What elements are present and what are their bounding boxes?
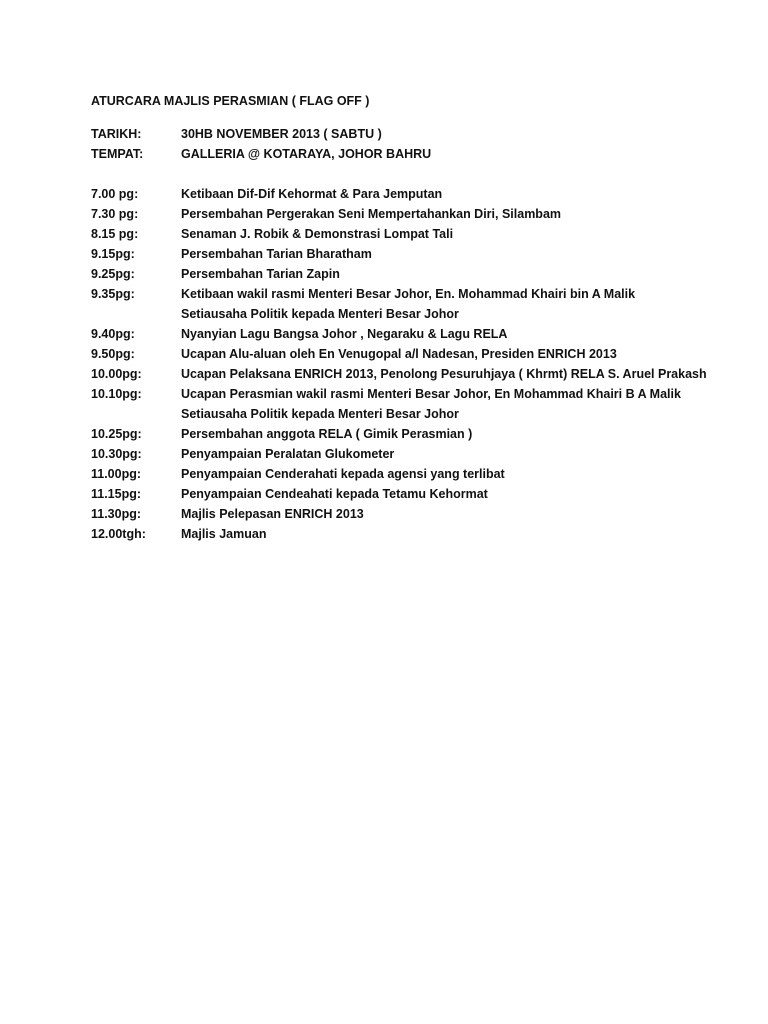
tempat-value: GALLERIA @ KOTARAYA, JOHOR BAHRU	[181, 147, 432, 161]
schedule-desc: Nyanyian Lagu Bangsa Johor , Negaraku & Lagu RELA	[181, 327, 508, 341]
schedule-desc: Penyampaian Peralatan Glukometer	[181, 447, 395, 461]
schedule-desc: Ketibaan wakil rasmi Menteri Besar Johor, En. Mohammad Khairi bin A Malik	[181, 287, 636, 301]
schedule-time: 7.00 pg:	[91, 187, 139, 201]
schedule-desc: Persembahan Tarian Zapin	[181, 267, 340, 281]
schedule-desc: Persembahan Tarian Bharatham	[181, 247, 372, 261]
schedule-desc: Majlis Pelepasan ENRICH 2013	[181, 507, 364, 521]
schedule-desc: Senaman J. Robik & Demonstrasi Lompat Tali	[181, 227, 454, 241]
schedule-desc: Ucapan Alu-aluan oleh En Venugopal a/l Nadesan, Presiden ENRICH 2013	[181, 347, 617, 361]
schedule-time: 11.00pg:	[91, 467, 142, 481]
schedule-time: 9.50pg:	[91, 347, 135, 361]
schedule-time: 9.40pg:	[91, 327, 135, 341]
document-title: ATURCARA MAJLIS PERASMIAN ( FLAG OFF )	[91, 94, 370, 108]
schedule-time: 9.25pg:	[91, 267, 135, 281]
schedule-desc: Persembahan Pergerakan Seni Mempertahankan Diri, Silambam	[181, 207, 562, 221]
schedule-desc: Persembahan anggota RELA ( Gimik Perasmian )	[181, 427, 473, 441]
schedule-desc: Ucapan Perasmian wakil rasmi Menteri Besar Johor, En Mohammad Khairi B A Malik	[181, 387, 681, 401]
schedule-desc: Ucapan Pelaksana ENRICH 2013, Penolong Pesuruhjaya ( Khrmt) RELA S. Aruel Prakash	[181, 367, 707, 381]
schedule-continuation: Setiausaha Politik kepada Menteri Besar Johor	[181, 407, 459, 421]
schedule-time: 12.00tgh:	[91, 527, 146, 541]
schedule-time: 10.10pg:	[91, 387, 142, 401]
schedule-time: 7.30 pg:	[91, 207, 139, 221]
schedule-time: 10.00pg:	[91, 367, 142, 381]
schedule-time: 10.25pg:	[91, 427, 142, 441]
schedule-time: 9.15pg:	[91, 247, 135, 261]
tarikh-label: TARIKH:	[91, 127, 142, 141]
schedule-desc: Majlis Jamuan	[181, 527, 267, 541]
schedule-time: 11.15pg:	[91, 487, 142, 501]
tempat-label: TEMPAT:	[91, 147, 144, 161]
schedule-desc: Ketibaan Dif-Dif Kehormat & Para Jemputan	[181, 187, 443, 201]
schedule-desc: Penyampaian Cenderahati kepada agensi yang terlibat	[181, 467, 505, 481]
schedule-time: 10.30pg:	[91, 447, 142, 461]
schedule-desc: Penyampaian Cendeahati kepada Tetamu Kehormat	[181, 487, 488, 501]
schedule-time: 9.35pg:	[91, 287, 135, 301]
schedule-time: 8.15 pg:	[91, 227, 139, 241]
schedule-continuation: Setiausaha Politik kepada Menteri Besar Johor	[181, 307, 459, 321]
tarikh-value: 30HB NOVEMBER 2013 ( SABTU )	[181, 127, 382, 141]
schedule-time: 11.30pg:	[91, 507, 142, 521]
